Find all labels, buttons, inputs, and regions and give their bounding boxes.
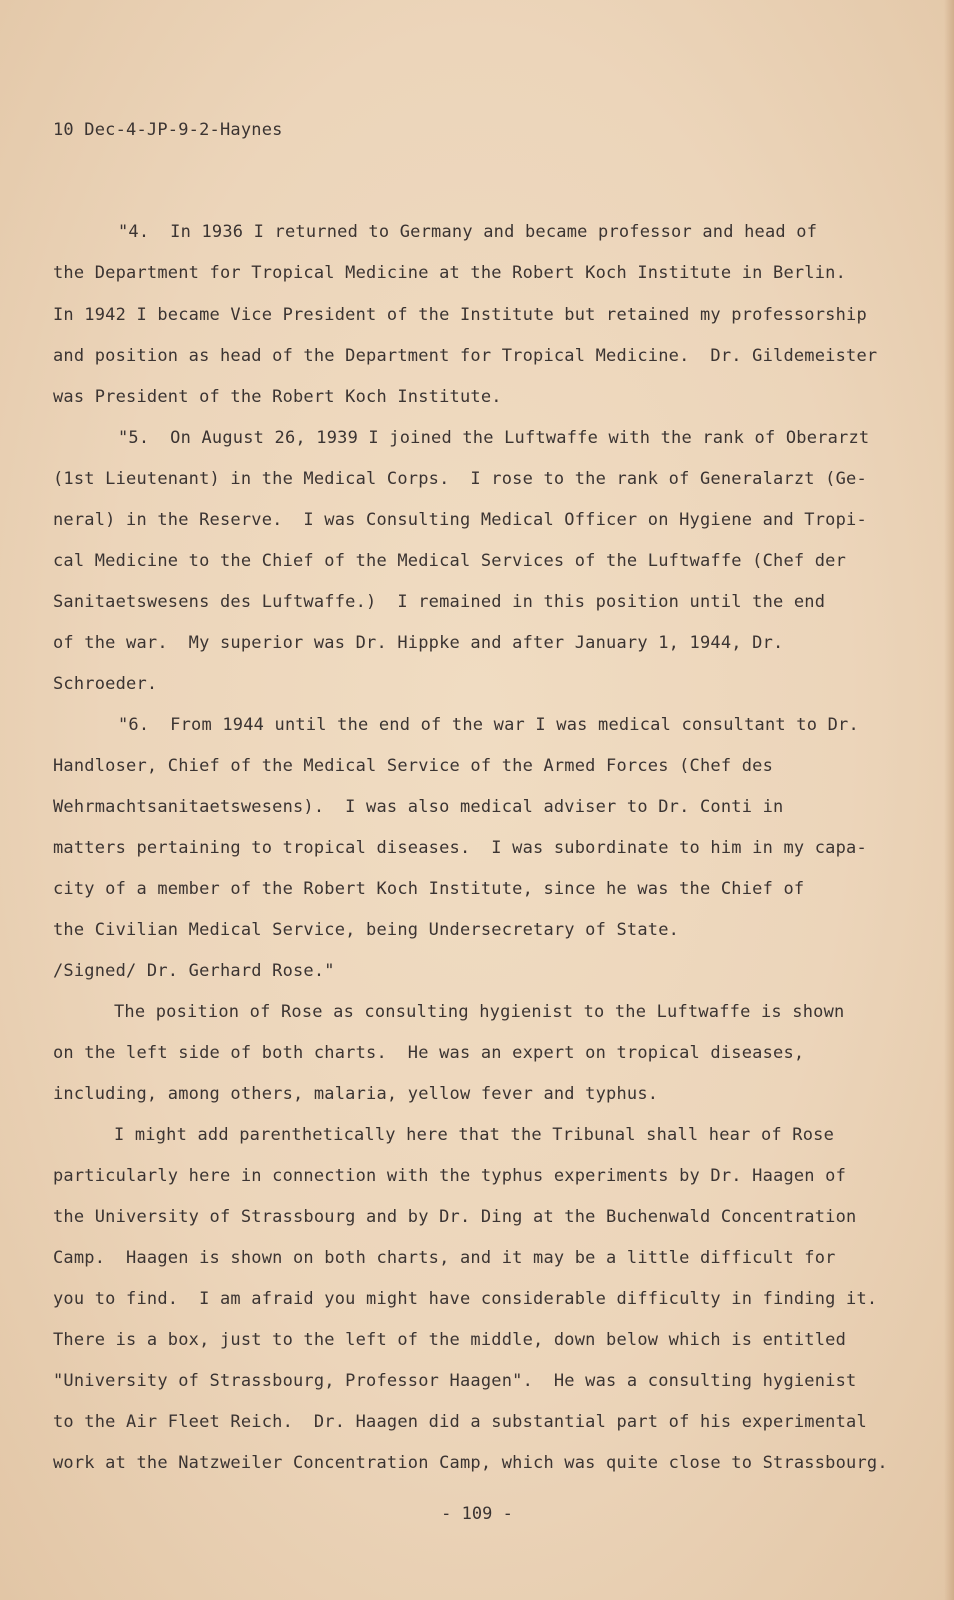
text-line: In 1942 I became Vice President of the Institute but retained my professorship: [53, 305, 867, 325]
text-line: to the Air Fleet Reich. Dr. Haagen did a substantial part of his experimental: [53, 1412, 867, 1432]
document-header: 10 Dec-4-JP-9-2-Haynes: [53, 120, 283, 140]
text-line: There is a box, just to the left of the middle, down below which is entitled: [53, 1330, 847, 1350]
text-line: you to find. I am afraid you might have considerable difficulty in finding it.: [53, 1289, 878, 1309]
text-line: on the left side of both charts. He was an expert on tropical diseases,: [53, 1043, 805, 1063]
text-line: I might add parenthetically here that the Tribunal shall hear of Rose: [114, 1125, 835, 1145]
page-number: - 109 -: [441, 1504, 513, 1524]
text-line: Handloser, Chief of the Medical Service of the Armed Forces (Chef des: [53, 756, 774, 776]
text-line: the University of Strassbourg and by Dr. Ding at the Buchenwald Concentration: [53, 1207, 857, 1227]
page-edge-shadow: [944, 0, 954, 1600]
text-line: "4. In 1936 I returned to Germany and became professor and head of: [118, 222, 818, 242]
text-line: neral) in the Reserve. I was Consulting Medical Officer on Hygiene and Tropi-: [53, 510, 867, 530]
text-line: Schroeder.: [53, 674, 158, 694]
text-line: Wehrmachtsanitaetswesens). I was also medical adviser to Dr. Conti in: [53, 797, 784, 817]
text-line: of the war. My superior was Dr. Hippke and after January 1, 1944, Dr.: [53, 633, 784, 653]
text-line: Sanitaetswesens des Luftwaffe.) I remained in this position until the end: [53, 592, 826, 612]
text-line: and position as head of the Department for Tropical Medicine. Dr. Gildemeister: [53, 346, 878, 366]
text-line: work at the Natzweiler Concentration Camp, which was quite close to Strassbourg.: [53, 1453, 888, 1473]
text-line: Camp. Haagen is shown on both charts, and it may be a little difficult for: [53, 1248, 836, 1268]
text-line: cal Medicine to the Chief of the Medical Services of the Luftwaffe (Chef der: [53, 551, 847, 571]
text-line: "5. On August 26, 1939 I joined the Luftwaffe with the rank of Oberarzt: [118, 428, 870, 448]
text-line: The position of Rose as consulting hygienist to the Luftwaffe is shown: [114, 1002, 845, 1022]
signature-line: /Signed/ Dr. Gerhard Rose.": [53, 961, 335, 981]
text-line: was President of the Robert Koch Institute.: [53, 387, 502, 407]
text-line: (1st Lieutenant) in the Medical Corps. I rose to the rank of Generalarzt (Ge-: [53, 469, 867, 489]
text-line: the Department for Tropical Medicine at the Robert Koch Institute in Berlin.: [53, 263, 847, 283]
text-line: including, among others, malaria, yellow fever and typhus.: [53, 1084, 659, 1104]
text-line: "University of Strassbourg, Professor Haagen". He was a consulting hygienist: [53, 1371, 857, 1391]
text-line: matters pertaining to tropical diseases. I was subordinate to him in my capa-: [53, 838, 867, 858]
text-line: "6. From 1944 until the end of the war I was medical consultant to Dr.: [118, 715, 859, 735]
text-line: city of a member of the Robert Koch Institute, since he was the Chief of: [53, 879, 805, 899]
text-line: the Civilian Medical Service, being Undersecretary of State.: [53, 920, 680, 940]
text-line: particularly here in connection with the typhus experiments by Dr. Haagen of: [53, 1166, 847, 1186]
